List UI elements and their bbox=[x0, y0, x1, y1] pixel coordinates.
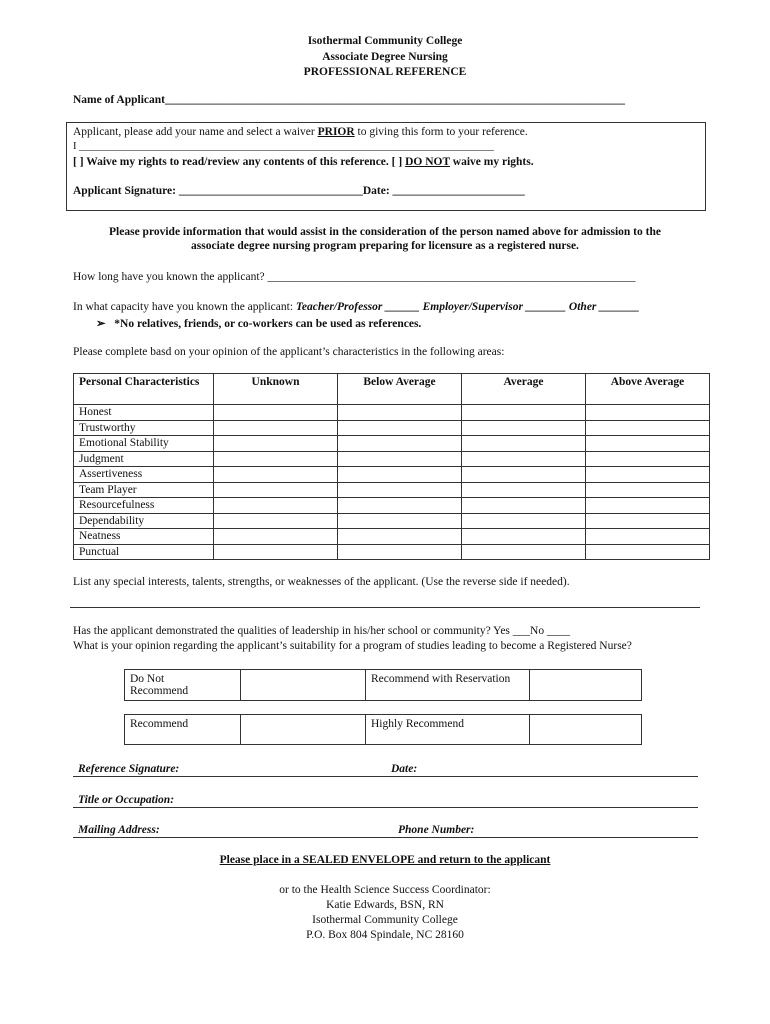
footer-college-name: Isothermal Community College bbox=[312, 914, 458, 926]
rating-cell[interactable] bbox=[586, 405, 710, 421]
rating-cell[interactable] bbox=[214, 498, 338, 514]
header-unknown: Unknown bbox=[214, 374, 338, 405]
do-not-waive-post: waive my rights. bbox=[449, 156, 534, 168]
title-occupation-label: Title or Occupation: bbox=[78, 794, 175, 806]
characteristics-table bbox=[73, 373, 710, 560]
rating-cell[interactable] bbox=[338, 498, 462, 514]
do-not-recommend-text-1: Do Not bbox=[130, 673, 165, 685]
table-row bbox=[74, 451, 710, 467]
rating-cell[interactable] bbox=[462, 420, 586, 436]
do-not-recommend-checkbox[interactable] bbox=[241, 670, 366, 701]
rating-cell[interactable] bbox=[586, 467, 710, 483]
rating-cell[interactable] bbox=[586, 529, 710, 545]
rating-cell[interactable] bbox=[462, 467, 586, 483]
rating-cell[interactable] bbox=[214, 436, 338, 452]
special-interests-line[interactable] bbox=[70, 607, 700, 608]
do-not-waive-text: DO NOT bbox=[405, 156, 450, 168]
sealed-envelope-instruction: Please place in a SEALED ENVELOPE and return to the applicant bbox=[219, 854, 551, 866]
row-label: Judgment bbox=[74, 451, 214, 467]
characteristics-header-row bbox=[74, 374, 710, 405]
recommend-checkbox[interactable] bbox=[241, 715, 366, 745]
table-row bbox=[74, 482, 710, 498]
coordinator-intro: or to the Health Science Success Coordinator: bbox=[279, 884, 491, 896]
table-row bbox=[74, 529, 710, 545]
no-relatives-text: *No relatives, friends, or co-workers can be used as references. bbox=[114, 318, 422, 330]
no-relatives-note bbox=[96, 316, 421, 330]
do-not-recommend-text-2: Recommend bbox=[130, 685, 189, 697]
recommendation-row-2 bbox=[124, 714, 642, 745]
rating-cell[interactable] bbox=[586, 544, 710, 560]
row-label: Dependability bbox=[74, 513, 214, 529]
header-above-average: Above Average bbox=[586, 374, 710, 405]
table-row bbox=[74, 513, 710, 529]
capacity-label: In what capacity have you known the applicant: bbox=[73, 301, 296, 313]
rating-cell[interactable] bbox=[586, 420, 710, 436]
rating-cell[interactable] bbox=[586, 451, 710, 467]
row-label: Emotional Stability bbox=[74, 436, 214, 452]
highly-recommend-checkbox[interactable] bbox=[530, 715, 642, 745]
rating-cell[interactable] bbox=[214, 513, 338, 529]
phone-number-label: Phone Number: bbox=[398, 824, 475, 836]
name-of-applicant-row[interactable] bbox=[73, 94, 625, 106]
leadership-question[interactable]: Has the applicant demonstrated the qualities of leadership in his/her school or community? Yes ___No ____ bbox=[73, 625, 570, 637]
rating-cell[interactable] bbox=[462, 451, 586, 467]
rating-cell[interactable] bbox=[214, 544, 338, 560]
table-row bbox=[74, 436, 710, 452]
do-not-recommend-label bbox=[125, 670, 241, 701]
table-row bbox=[74, 544, 710, 560]
rating-cell[interactable] bbox=[338, 451, 462, 467]
complete-instruction: Please complete basd on your opinion of the applicant’s characteristics in the following areas: bbox=[73, 346, 505, 358]
intro-line-2: associate degree nursing program preparing for licensure as a registered nurse. bbox=[191, 240, 579, 252]
capacity-options[interactable]: Teacher/Professor ______ Employer/Supervisor _______ Other _______ bbox=[295, 301, 640, 313]
coordinator-name: Katie Edwards, BSN, RN bbox=[326, 899, 444, 911]
rating-cell[interactable] bbox=[214, 420, 338, 436]
rating-cell[interactable] bbox=[462, 482, 586, 498]
footer-address: P.O. Box 804 Spindale, NC 28160 bbox=[306, 929, 464, 941]
waiver-box bbox=[66, 122, 706, 211]
reference-signature-line[interactable] bbox=[73, 776, 698, 777]
reference-signature-label: Reference Signature: bbox=[78, 763, 180, 775]
rating-cell[interactable] bbox=[462, 513, 586, 529]
applicant-signature-line[interactable]: Applicant Signature: ________________________________Date: _______________________ bbox=[73, 185, 525, 197]
recommend-with-reservation-checkbox[interactable] bbox=[530, 670, 642, 701]
suitability-question: What is your opinion regarding the applicant’s suitability for a program of studies leading to become a Registered Nurse? bbox=[73, 640, 632, 652]
reference-date-label: Date: bbox=[391, 763, 418, 775]
rating-cell[interactable] bbox=[462, 436, 586, 452]
recommend-with-reservation-label: Recommend with Reservation bbox=[366, 670, 530, 701]
row-label: Trustworthy bbox=[74, 420, 214, 436]
waiver-options bbox=[73, 156, 534, 168]
rating-cell[interactable] bbox=[338, 436, 462, 452]
rating-cell[interactable] bbox=[462, 544, 586, 560]
form-title: PROFESSIONAL REFERENCE bbox=[303, 66, 467, 78]
rating-cell[interactable] bbox=[586, 498, 710, 514]
mailing-address-line[interactable] bbox=[73, 837, 698, 838]
header-below-average: Below Average bbox=[338, 374, 462, 405]
recommendation-row-1 bbox=[124, 669, 642, 701]
intro-line-1: Please provide information that would assist in the consideration of the person named above for admission to the bbox=[109, 226, 661, 238]
recommend-label: Recommend bbox=[125, 715, 241, 745]
table-row bbox=[74, 420, 710, 436]
name-of-applicant-label: Name of Applicant bbox=[73, 94, 165, 106]
rating-cell[interactable] bbox=[214, 467, 338, 483]
rating-cell[interactable] bbox=[214, 529, 338, 545]
waive-text: Waive my rights to read/review any contents of this reference. [ ] bbox=[83, 156, 406, 168]
special-interests-instruction: List any special interests, talents, strengths, or weaknesses of the applicant. (Use the reverse side if needed). bbox=[73, 576, 570, 588]
rating-cell[interactable] bbox=[338, 482, 462, 498]
rating-cell[interactable] bbox=[214, 405, 338, 421]
applicant-name-line[interactable]: I _______________________________________________________________________________ bbox=[73, 141, 494, 152]
rating-cell[interactable] bbox=[338, 420, 462, 436]
rating-cell[interactable] bbox=[338, 529, 462, 545]
rating-cell[interactable] bbox=[338, 544, 462, 560]
rating-cell[interactable] bbox=[586, 513, 710, 529]
rating-cell[interactable] bbox=[462, 498, 586, 514]
header-average: Average bbox=[462, 374, 586, 405]
table-row bbox=[74, 405, 710, 421]
waive-checkbox[interactable]: [ ] bbox=[73, 156, 84, 168]
table-row bbox=[74, 467, 710, 483]
program-name: Associate Degree Nursing bbox=[322, 51, 448, 63]
waiver-instruction-prior: PRIOR bbox=[317, 126, 355, 138]
rating-cell[interactable] bbox=[462, 529, 586, 545]
rating-cell[interactable] bbox=[338, 513, 462, 529]
row-label: Honest bbox=[74, 405, 214, 421]
capacity-field[interactable] bbox=[73, 301, 640, 313]
waiver-instruction-pre: Applicant, please add your name and select a waiver bbox=[73, 126, 318, 138]
row-label: Neatness bbox=[74, 529, 214, 545]
row-label: Resourcefulness bbox=[74, 498, 214, 514]
rating-cell[interactable] bbox=[462, 405, 586, 421]
row-label: Assertiveness bbox=[74, 467, 214, 483]
rating-cell[interactable] bbox=[586, 482, 710, 498]
rating-cell[interactable] bbox=[338, 405, 462, 421]
waiver-instruction bbox=[73, 126, 528, 138]
arrow-bullet-icon: ➢ bbox=[96, 318, 106, 330]
row-label: Punctual bbox=[74, 544, 214, 560]
how-long-known-field[interactable]: How long have you known the applicant? ________________________________________________________________ bbox=[73, 271, 636, 283]
rating-cell[interactable] bbox=[214, 451, 338, 467]
rating-cell[interactable] bbox=[214, 482, 338, 498]
table-row bbox=[74, 498, 710, 514]
highly-recommend-label: Highly Recommend bbox=[366, 715, 530, 745]
college-name: Isothermal Community College bbox=[307, 35, 463, 47]
waiver-instruction-post: to giving this form to your reference. bbox=[354, 126, 528, 138]
rating-cell[interactable] bbox=[338, 467, 462, 483]
header-personal-characteristics: Personal Characteristics bbox=[74, 374, 214, 405]
mailing-address-label: Mailing Address: bbox=[78, 824, 160, 836]
rating-cell[interactable] bbox=[586, 436, 710, 452]
name-of-applicant-line[interactable]: ________________________________________________________________________________ bbox=[165, 94, 625, 106]
row-label: Team Player bbox=[74, 482, 214, 498]
title-occupation-line[interactable] bbox=[73, 807, 698, 808]
